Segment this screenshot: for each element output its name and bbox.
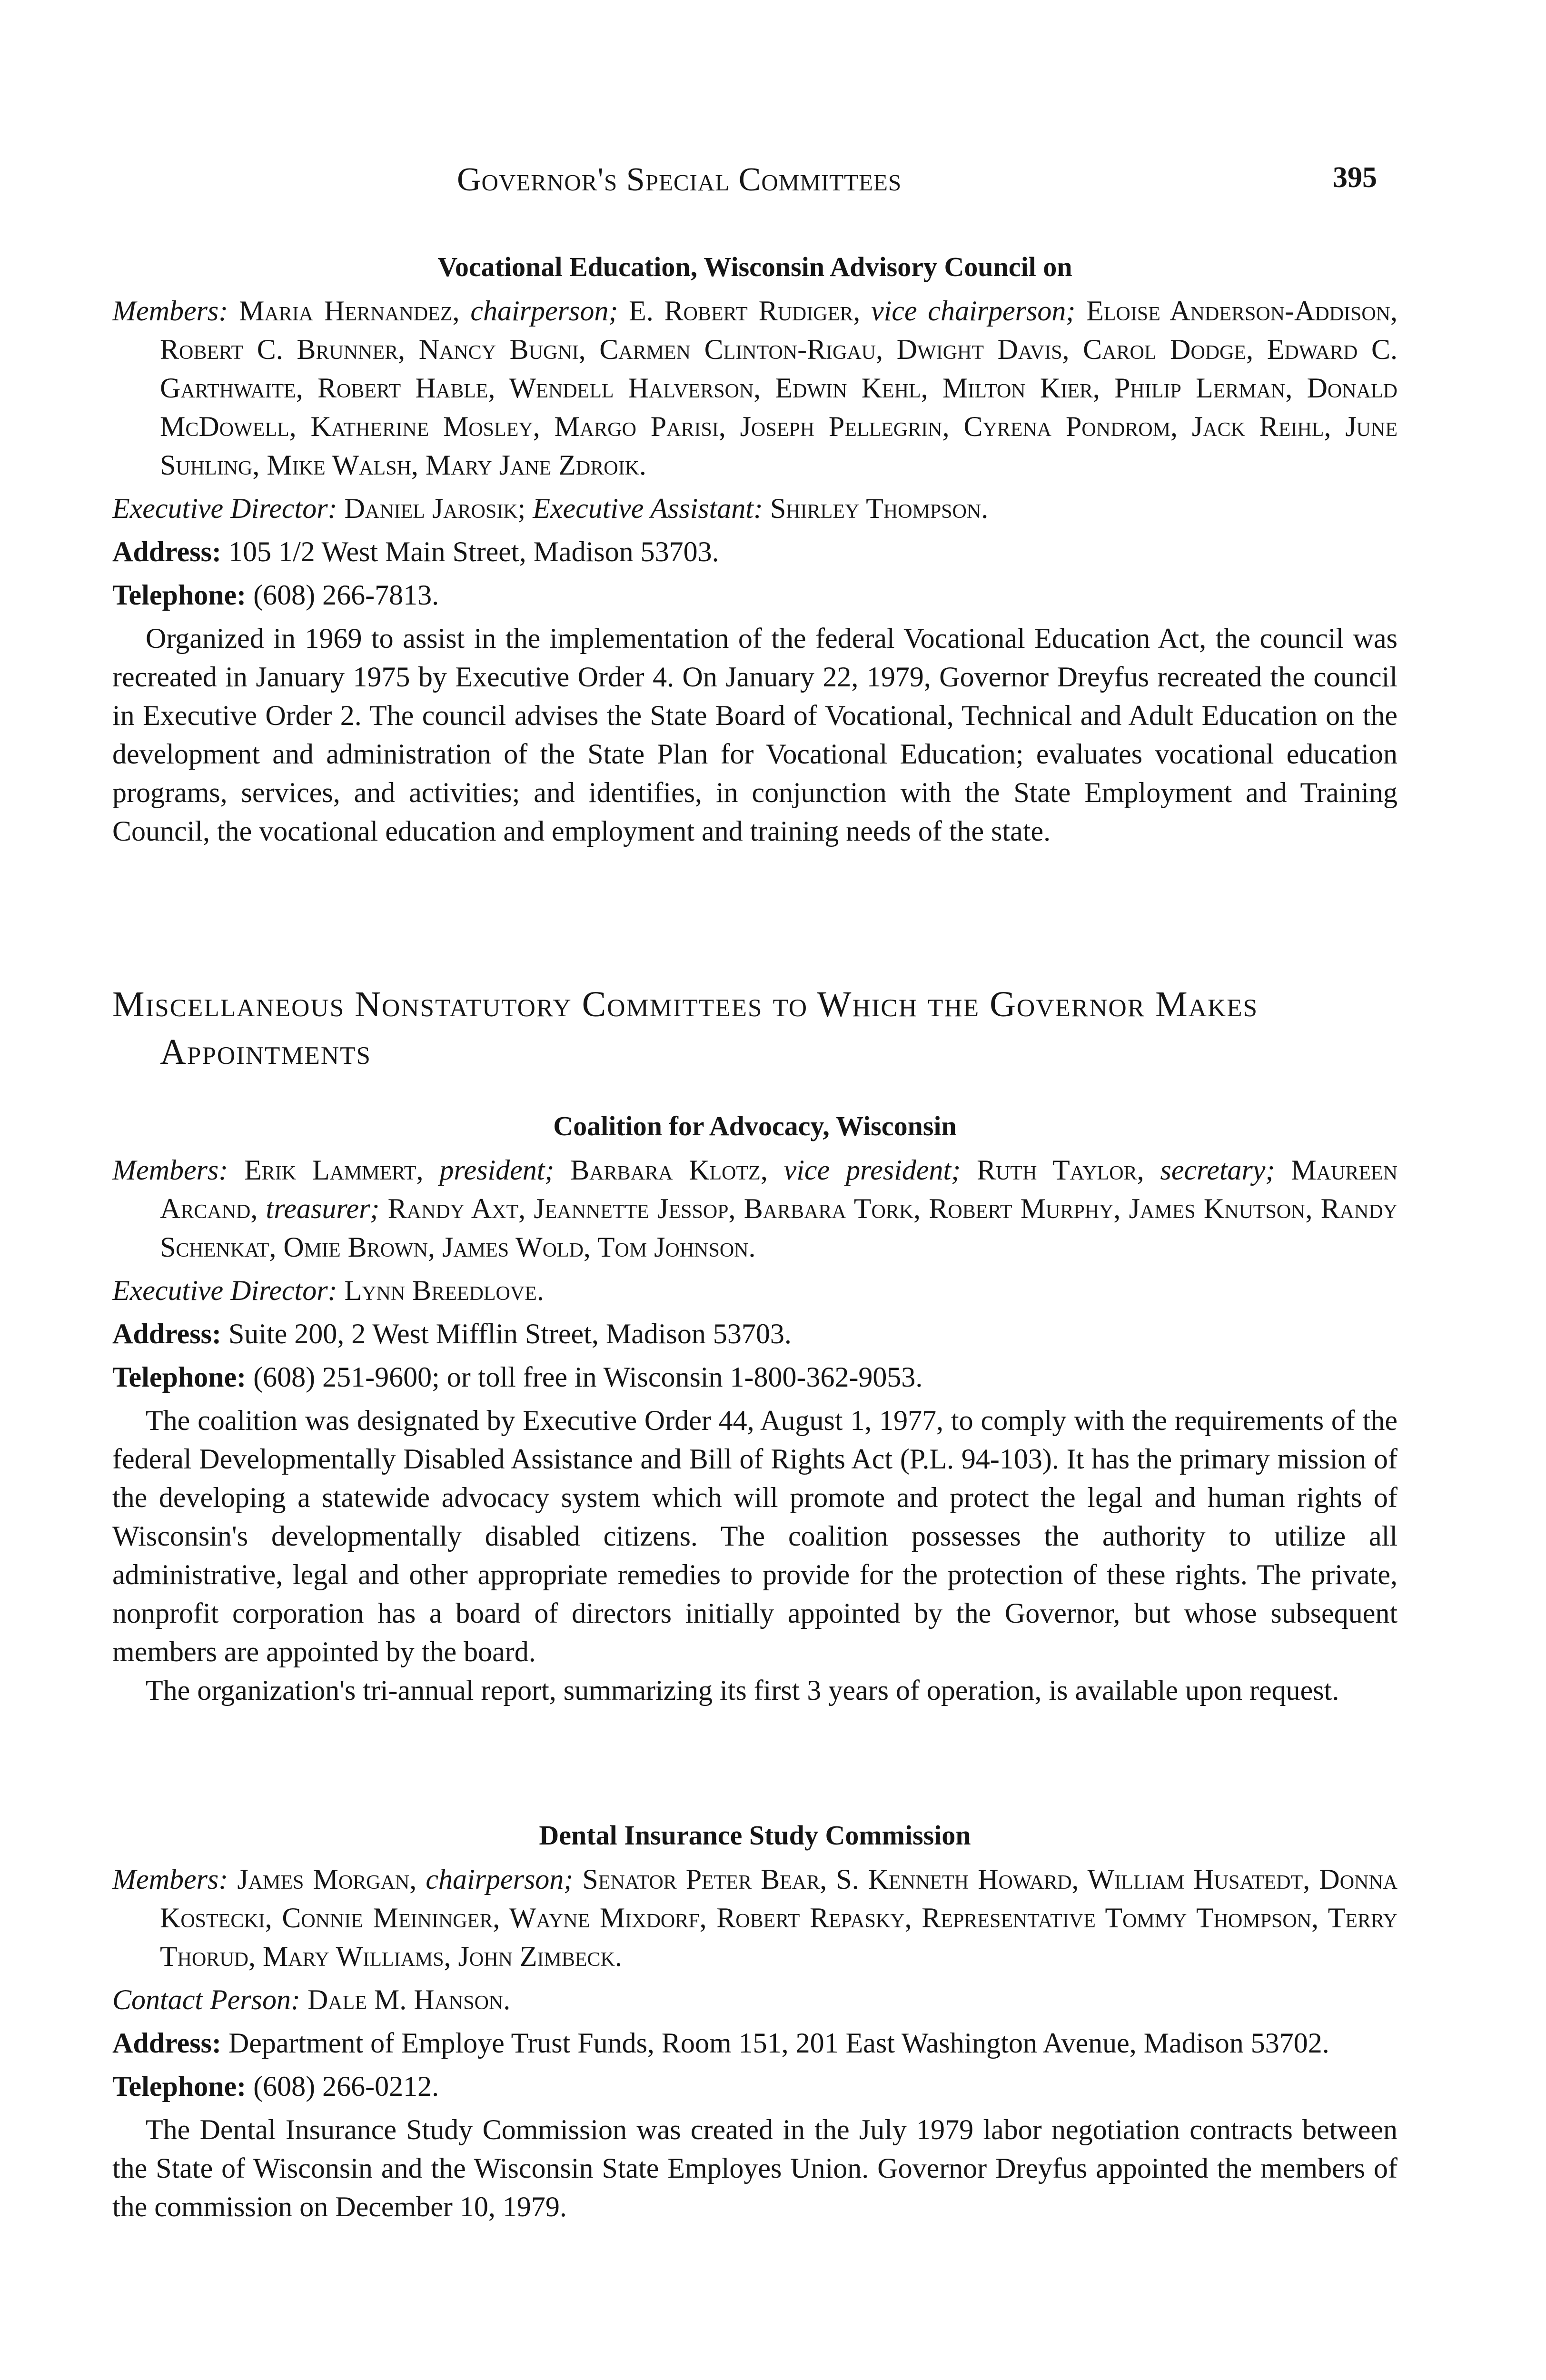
- contact-person-label: Contact Person:: [112, 1984, 300, 2015]
- coalition-address: [112, 1315, 1397, 1353]
- dental-telephone: [112, 2067, 1397, 2106]
- executive-director-label: Executive Director:: [112, 493, 337, 524]
- coalition-report-note: The organization's tri-annual report, summarizing its first 3 years of operation, is available upon request.: [146, 1675, 1339, 1706]
- telephone-label: Telephone:: [112, 2071, 247, 2102]
- page-number: 395: [1333, 161, 1377, 194]
- executive-assistant-label: Executive Assistant:: [533, 493, 763, 524]
- address-value: 105 1/2 West Main Street, Madison 53703.: [228, 536, 719, 567]
- coalition-description: The coalition was designated by Executive Order 44, August 1, 1977, to comply with the requirements of the federal Developmentally Disabled Assistance and Bill of Rights Act (P.L. 94-103). It has the primary mission of the developing a statewide advocacy system which will promote and protect the legal and human rights of Wisconsin's developmentally disabled citizens. The coalition possesses the authority to utilize all administrative, legal and other appropriate remedies to provide for the protection of these rights. The private, nonprofit corporation has a board of directors initially appointed by the Governor, but whose subsequent members are appointed by the board.: [112, 1405, 1397, 1667]
- president-name: Erik Lammert,: [244, 1154, 424, 1186]
- vocational-members: [112, 292, 1397, 485]
- vice-president-name: Barbara Klotz,: [570, 1154, 768, 1186]
- members-list: Senator Peter Bear, S. Kenneth Howard, William Husatedt, Donna Kostecki, Connie Meininger, Wayne Mixdorf, Robert Repasky, Representative Tommy Thompson, Terry Thorud, Mary Williams, John Zimbeck.: [160, 1864, 1398, 1972]
- secretary-role: secretary;: [1160, 1154, 1275, 1186]
- chair-name: James Morgan,: [237, 1864, 417, 1895]
- dental-commission-entry: [112, 1816, 1397, 2226]
- chair-name: Maria Hernandez,: [239, 295, 460, 327]
- address-value: Suite 200, 2 West Mifflin Street, Madison 53703.: [228, 1318, 792, 1349]
- chair-role: chairperson;: [426, 1864, 574, 1895]
- address-label: Address:: [112, 536, 221, 567]
- members-list: Randy Axt, Jeannette Jessop, Barbara Tork, Robert Murphy, James Knutson, Randy Schenkat, Omie Brown, James Wold, Tom Johnson.: [160, 1193, 1398, 1263]
- misc-section-title: Miscellaneous Nonstatutory Committees to Which the Governor Makes Appointments: [112, 984, 1259, 1072]
- executive-director-name: Lynn Breedlove.: [344, 1275, 544, 1306]
- vocational-address: [112, 533, 1397, 571]
- telephone-label: Telephone:: [112, 579, 247, 611]
- dental-members: [112, 1860, 1397, 1976]
- coalition-entry: [112, 1107, 1397, 1710]
- coalition-members: [112, 1151, 1397, 1267]
- telephone-value: (608) 266-7813.: [253, 579, 439, 611]
- telephone-value: (608) 266-0212.: [253, 2071, 439, 2102]
- vice-chair-role: vice chairperson;: [871, 295, 1076, 327]
- address-value: Department of Employe Trust Funds, Room 151, 201 East Washington Avenue, Madison 53702.: [228, 2027, 1329, 2059]
- vocational-telephone: [112, 576, 1397, 615]
- members-label: Members:: [112, 1864, 228, 1895]
- members-label: Members:: [112, 1154, 228, 1186]
- president-role: president;: [439, 1154, 555, 1186]
- vocational-council-entry: [112, 248, 1397, 851]
- vice-chair-name: E. Robert Rudiger,: [629, 295, 861, 327]
- contact-person-name: Dale M. Hanson.: [307, 1984, 511, 2015]
- telephone-label: Telephone:: [112, 1361, 247, 1393]
- address-label: Address:: [112, 1318, 221, 1349]
- coalition-staff: [112, 1271, 1397, 1310]
- coalition-telephone: [112, 1358, 1397, 1397]
- vocational-staff: [112, 489, 1397, 528]
- dental-description: The Dental Insurance Study Commission was created in the July 1979 labor negotiation contracts between the State of Wisconsin and the Wisconsin State Employes Union. Governor Dreyfus appointed the members of the commission on December 10, 1979.: [112, 2114, 1397, 2222]
- executive-director-name: Daniel Jarosik;: [344, 493, 526, 524]
- coalition-title: Coalition for Advocacy, Wisconsin: [553, 1111, 957, 1141]
- secretary-name: Ruth Taylor,: [977, 1154, 1144, 1186]
- vice-president-role: vice president;: [783, 1154, 961, 1186]
- members-label: Members:: [112, 295, 228, 327]
- dental-commission-title: Dental Insurance Study Commission: [539, 1820, 971, 1851]
- executive-director-label: Executive Director:: [112, 1275, 337, 1306]
- telephone-value: (608) 251-9600; or toll free in Wisconsin 1-800-362-9053.: [253, 1361, 923, 1393]
- vocational-description: Organized in 1969 to assist in the implementation of the federal Vocational Education Act, the council was recreated in January 1975 by Executive Order 4. On January 22, 1979, Governor Dreyfus recreated the council in Executive Order 2. The council advises the State Board of Vocational, Technical and Adult Education on the development and administration of the State Plan for Vocational Education; evaluates vocational education programs, services, and activities; and identifies, in conjunction with the State Employment and Training Council, the vocational education and employment and training needs of the state.: [112, 623, 1397, 847]
- treasurer-name: Maureen Arcand,: [160, 1154, 1398, 1224]
- running-header: Governor's Special Committees: [457, 161, 902, 198]
- executive-assistant-name: Shirley Thompson.: [770, 493, 989, 524]
- address-label: Address:: [112, 2027, 221, 2059]
- dental-contact: [112, 1981, 1397, 2019]
- members-list: Eloise Anderson-Addison, Robert C. Brunner, Nancy Bugni, Carmen Clinton-Rigau, Dwight Davis, Carol Dodge, Edward C. Garthwaite, Robert Hable, Wendell Halverson, Edwin Kehl, Milton Kier, Philip Lerman, Donald McDowell, Katherine Mosley, Margo Parisi, Joseph Pellegrin, Cyrena Pondrom, Jack Reihl, June Suhling, Mike Walsh, Mary Jane Zdroik.: [160, 295, 1398, 481]
- treasurer-role: treasurer;: [266, 1193, 380, 1224]
- dental-address: [112, 2024, 1397, 2063]
- chair-role: chairperson;: [470, 295, 618, 327]
- vocational-council-title: Vocational Education, Wisconsin Advisory Council on: [437, 251, 1072, 282]
